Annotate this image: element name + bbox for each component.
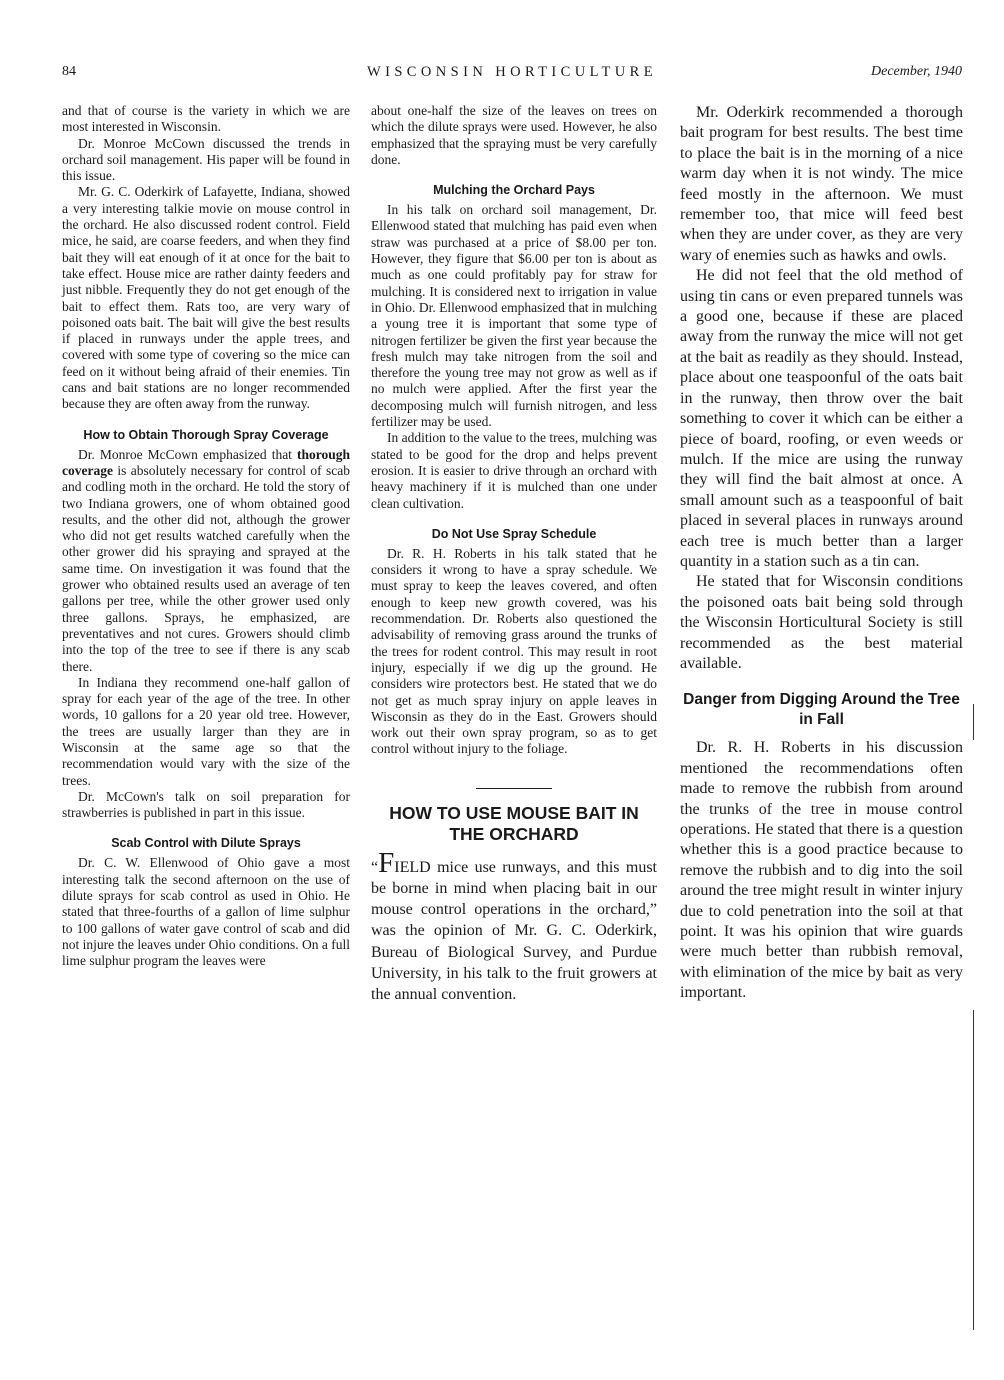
paragraph: about one-half the size of the leaves on trees on which the dilute sprays were used. However, he also emphasized that the spraying must be very carefully done. — [371, 103, 657, 167]
paragraph: Dr. R. H. Roberts in his discussion mentioned the recommendations often made to remove the rubbish from around the trunks of the tree in mouse control operations. He stated that there is a question whether this is a good practice because to remove the rubbish and to dig into the soil around the tree might result in winter injury due to cold penetration into the soil at that point. It was his opinion that wire guards were much better than rubbish removal, with elimination of the mice by bait as very important. — [680, 739, 963, 1002]
subheading-spray-schedule: Do Not Use Spray Schedule — [431, 526, 597, 541]
paragraph: Mr. Oderkirk recommended a thorough bait program for best results. The best time to place the bait is in the morning of a nice warm day when it is not windy. The mice feed mostly in the afternoon. We must remember too, that mice will feed best when they are under cover, as they are very wary of enemies such as hawks and owls. — [680, 104, 963, 264]
paragraph: Dr. Monroe McCown discussed the trends in orchard soil management. His paper will be found in this issue. — [62, 135, 350, 184]
page-header — [62, 64, 962, 86]
column-left — [62, 103, 350, 970]
column-middle — [371, 103, 657, 1005]
page-number: 84 — [62, 64, 76, 79]
magazine-title: WISCONSIN HORTICULTURE — [367, 64, 657, 80]
subheading-digging-danger: Danger from Digging Around the Tree in Fall — [683, 691, 960, 729]
text-run: is absolutely necessary for control of scab and codling moth in the orchard. He told the story of two Indiana growers, one of whom obtained good results, and the other did not, although the grower who did not get results watched carefully when the other grower did his spraying and sprayed at the same time. On investigation it was found that the grower who obtained results used an average of ten gallons per tree, while the other grower used only three gallons. Sprays, he emphasized, are preventatives and not cures. Growers should climb into the top of the tree to see if there is any scab there. — [62, 462, 350, 674]
paragraph: In Indiana they recommend one-half gallon of spray for each year of the age of the tree. In other words, 10 gallons for a 20 year old tree. However, the trees are usually larger than they are in Wisconsin at the same age so that the recommendation would vary with the size of the trees. — [62, 674, 350, 788]
lead-text: mice use runways, and this must be borne in mind when placing bait in our mouse control operations in the orchard,” was the opinion of Mr. G. C. Oderkirk, Bureau of Biological Survey, and Purdue University, in his talk to the fruit growers at the annual convention. — [371, 858, 657, 1003]
column-right — [680, 103, 963, 1004]
subheading-spray-coverage: How to Obtain Thorough Spray Coverage — [83, 427, 329, 442]
margin-rule — [973, 704, 974, 740]
issue-date: December, 1940 — [871, 64, 962, 79]
lead-paragraph — [371, 846, 657, 1005]
open-quote: “ — [371, 858, 379, 876]
paragraph: and that of course is the variety in which we are most interested in Wisconsin. — [62, 103, 350, 135]
paragraph: He stated that for Wisconsin conditions the poisoned oats bait being sold through the Wisconsin Horticultural Society is still recommended as the best material available. — [680, 573, 963, 672]
margin-rule — [973, 1010, 974, 1330]
lead-caps: IELD — [394, 858, 431, 876]
drop-cap: F — [378, 846, 395, 879]
paragraph — [62, 447, 350, 675]
paragraph: In addition to the value to the trees, mulching was stated to be good for the drop and helps prevent erosion. It is easier to drive through an orchard with heavy machinery if it is mulched than one under clean cultivation. — [371, 430, 657, 511]
text-run: Dr. Monroe McCown emphasized that — [78, 446, 297, 462]
article-title: HOW TO USE MOUSE BAIT IN THE ORCHARD — [389, 802, 639, 844]
paragraph: He did not feel that the old method of using tin cans or even prepared tunnels was a good one, because if these are placed away from the runway the mice will not get at the bait as readily as they should. Instead, place about one teaspoonful of the oats bait in the runway, then throw over the bait something to cover it which can be either a piece of board, roofing, or even weeds or mulch. If the mice are using the runway they will find the bait almost at once. A small amount such as a teaspoonful of bait placed in several places in runways around each tree is much better than a larger quantity in a station such as a tin can. — [680, 267, 963, 570]
paragraph: Mr. G. C. Oderkirk of Lafayette, Indiana, showed a very interesting talkie movie on mouse control in the orchard. He also discussed rodent control. Field mice, he said, are coarse feeders, and when they find bait they will eat enough of it at once for the bait to take effect. House mice are rather dainty feeders and just nibble. Frequently they do not get enough of the bait to effect them. Rats too, are very wary of poisoned oats bait. The bait will give the best results if placed in runways under the apple trees, and covered with some type of covering so the mice can feed on it without being afraid of their enemies. Tin cans and bait stations are no longer recommended because they are often away from the runway. — [62, 184, 350, 412]
paragraph: Dr. R. H. Roberts in his talk stated that he considers it wrong to have a spray schedule. We must spray to keep the leaves covered, and often enough to keep new growth covered, was his recommendation. Dr. Roberts also questioned the advisability of removing grass around the trunks of the trees for rodent control. This may result in root injury, especially if we dig up the ground. He considers wire protectors best. He stated that we do not get as much spray injury on apple leaves in Wisconsin as they do in the East. Growers should work out their own spray program, so as to get control without injury to the foliage. — [371, 545, 657, 757]
section-divider — [476, 788, 552, 789]
subheading-scab-control: Scab Control with Dilute Sprays — [111, 836, 301, 851]
paragraph: In his talk on orchard soil management, Dr. Ellenwood stated that mulching has paid even when straw was purchased at a price of $8.00 per ton. However, they figure that $6.00 per ton is about as much as one could profitably pay for straw for mulching. It is considered next to irrigation in value in Ohio. Dr. Ellenwood emphasized that in mulching a young tree it is important that some type of nitrogen fertilizer be given the first year because the fresh mulch may take nitrogen from the soil and therefore the young tree may not grow as well as if no mulch were applied. After the first year the decomposing mulch will furnish nitrogen, and less fertilizer may be used. — [371, 202, 657, 430]
bold-text: thorough coverage — [62, 446, 350, 478]
paragraph: Dr. McCown's talk on soil preparation for strawberries is published in part in this issue. — [62, 788, 350, 821]
subheading-mulching: Mulching the Orchard Pays — [433, 183, 595, 198]
paragraph: Dr. C. W. Ellenwood of Ohio gave a most interesting talk the second afternoon on the use of dilute sprays for scab control as used in Ohio. He stated that three-fourths of a gallon of lime sulphur to 100 gallons of water gave control of scab and did not injure the leaves under Ohio conditions. On a full lime sulphur program the leaves were — [62, 855, 350, 969]
